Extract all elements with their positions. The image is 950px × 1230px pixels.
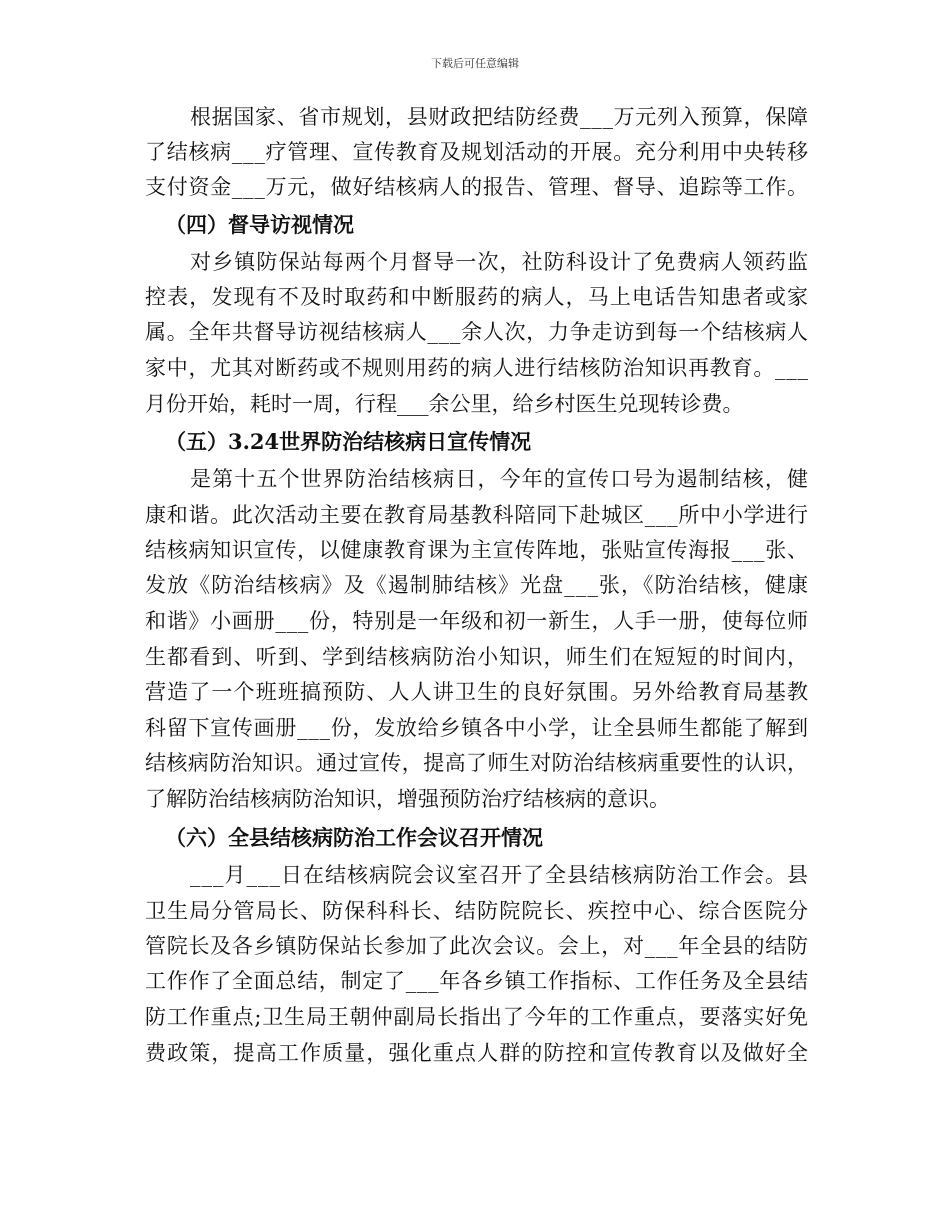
paragraph-line: 和谐》小画册___份，特别是一年级和初一新生，人手一册，使每位师: [145, 609, 809, 633]
paragraph-line: 生都看到、听到、学到结核病防治小知识，师生们在短短的时间内，: [145, 645, 810, 669]
paragraph-line: 发放《防治结核病》及《遏制肺结核》光盘___张，《防治结核，健康: [145, 573, 810, 597]
paragraph-line: 结核病防治知识。通过宣传，提高了师生对防治结核病重要性的认识，: [145, 751, 809, 775]
page-header: 下载后可任意编辑: [431, 57, 519, 70]
paragraph-line: 属。全年共督导访视结核病人___余人次，力争走访到每一个结核病人: [145, 320, 809, 344]
paragraph-line: 卫生局分管局长、防保科科长、结防院院长、疾控中心、综合医院分: [145, 899, 810, 923]
heading-tb-day: （五）3.24世界防治结核病日宣传情况: [165, 429, 532, 454]
paragraph-line: 科留下宣传画册___份，发放给乡镇各中小学，让全县师生都能了解到: [145, 716, 809, 740]
paragraph-line: 结核病知识宣传，以健康教育课为主宣传阵地，张贴宣传海报___张、: [145, 538, 809, 562]
paragraph-line: 月份开始，耗时一周，行程___余公里，给乡村医生兑现转诊费。: [145, 392, 744, 416]
paragraph-line: 康和谐。此次活动主要在教育局基教科陪同下赴城区___所中小学进行: [145, 503, 809, 527]
heading-meeting: （六）全县结核病防治工作会议召开情况: [165, 825, 543, 850]
paragraph-line: 根据国家、省市规划，县财政把结防经费___万元列入预算，保障: [190, 105, 809, 129]
paragraph-line: 对乡镇防保站每两个月督导一次，社防科设计了免费病人领药监: [190, 250, 810, 274]
paragraph-line: 营造了一个班班搞预防、人人讲卫生的良好氛围。另外给教育局基教: [145, 680, 810, 704]
paragraph-line: 家中，尤其对断药或不规则用药的病人进行结核防治知识再教育。___: [145, 356, 809, 380]
paragraph-line: 支付资金___万元，做好结核病人的报告、管理、督导、追踪等工作。: [145, 175, 809, 199]
paragraph-line: 工作作了全面总结，制定了___年各乡镇工作指标、工作任务及全县结: [145, 969, 809, 993]
paragraph-line: ___月___日在结核病院会议室召开了全县结核病防治工作会。县: [190, 863, 809, 887]
paragraph-line: 是第十五个世界防治结核病日，今年的宣传口号为遏制结核，健: [190, 467, 810, 491]
paragraph-line: 了结核病___疗管理、宣传教育及规划活动的开展。充分利用中央转移: [145, 140, 809, 164]
paragraph-line: 控表，发现有不及时取药和中断服药的病人，马上电话告知患者或家: [145, 285, 810, 309]
paragraph-line: 费政策，提高工作质量，强化重点人群的防控和宣传教育以及做好全: [145, 1041, 810, 1065]
heading-supervision: （四）督导访视情况: [165, 212, 354, 237]
paragraph-line: 了解防治结核病防治知识，增强预防治疗结核病的意识。: [145, 787, 670, 811]
paragraph-line: 防工作重点;卫生局王朝仲副局长指出了今年的工作重点，要落实好免: [145, 1005, 809, 1029]
paragraph-line: 管院长及各乡镇防保站长参加了此次会议。会上，对___年全县的结防: [145, 934, 809, 958]
